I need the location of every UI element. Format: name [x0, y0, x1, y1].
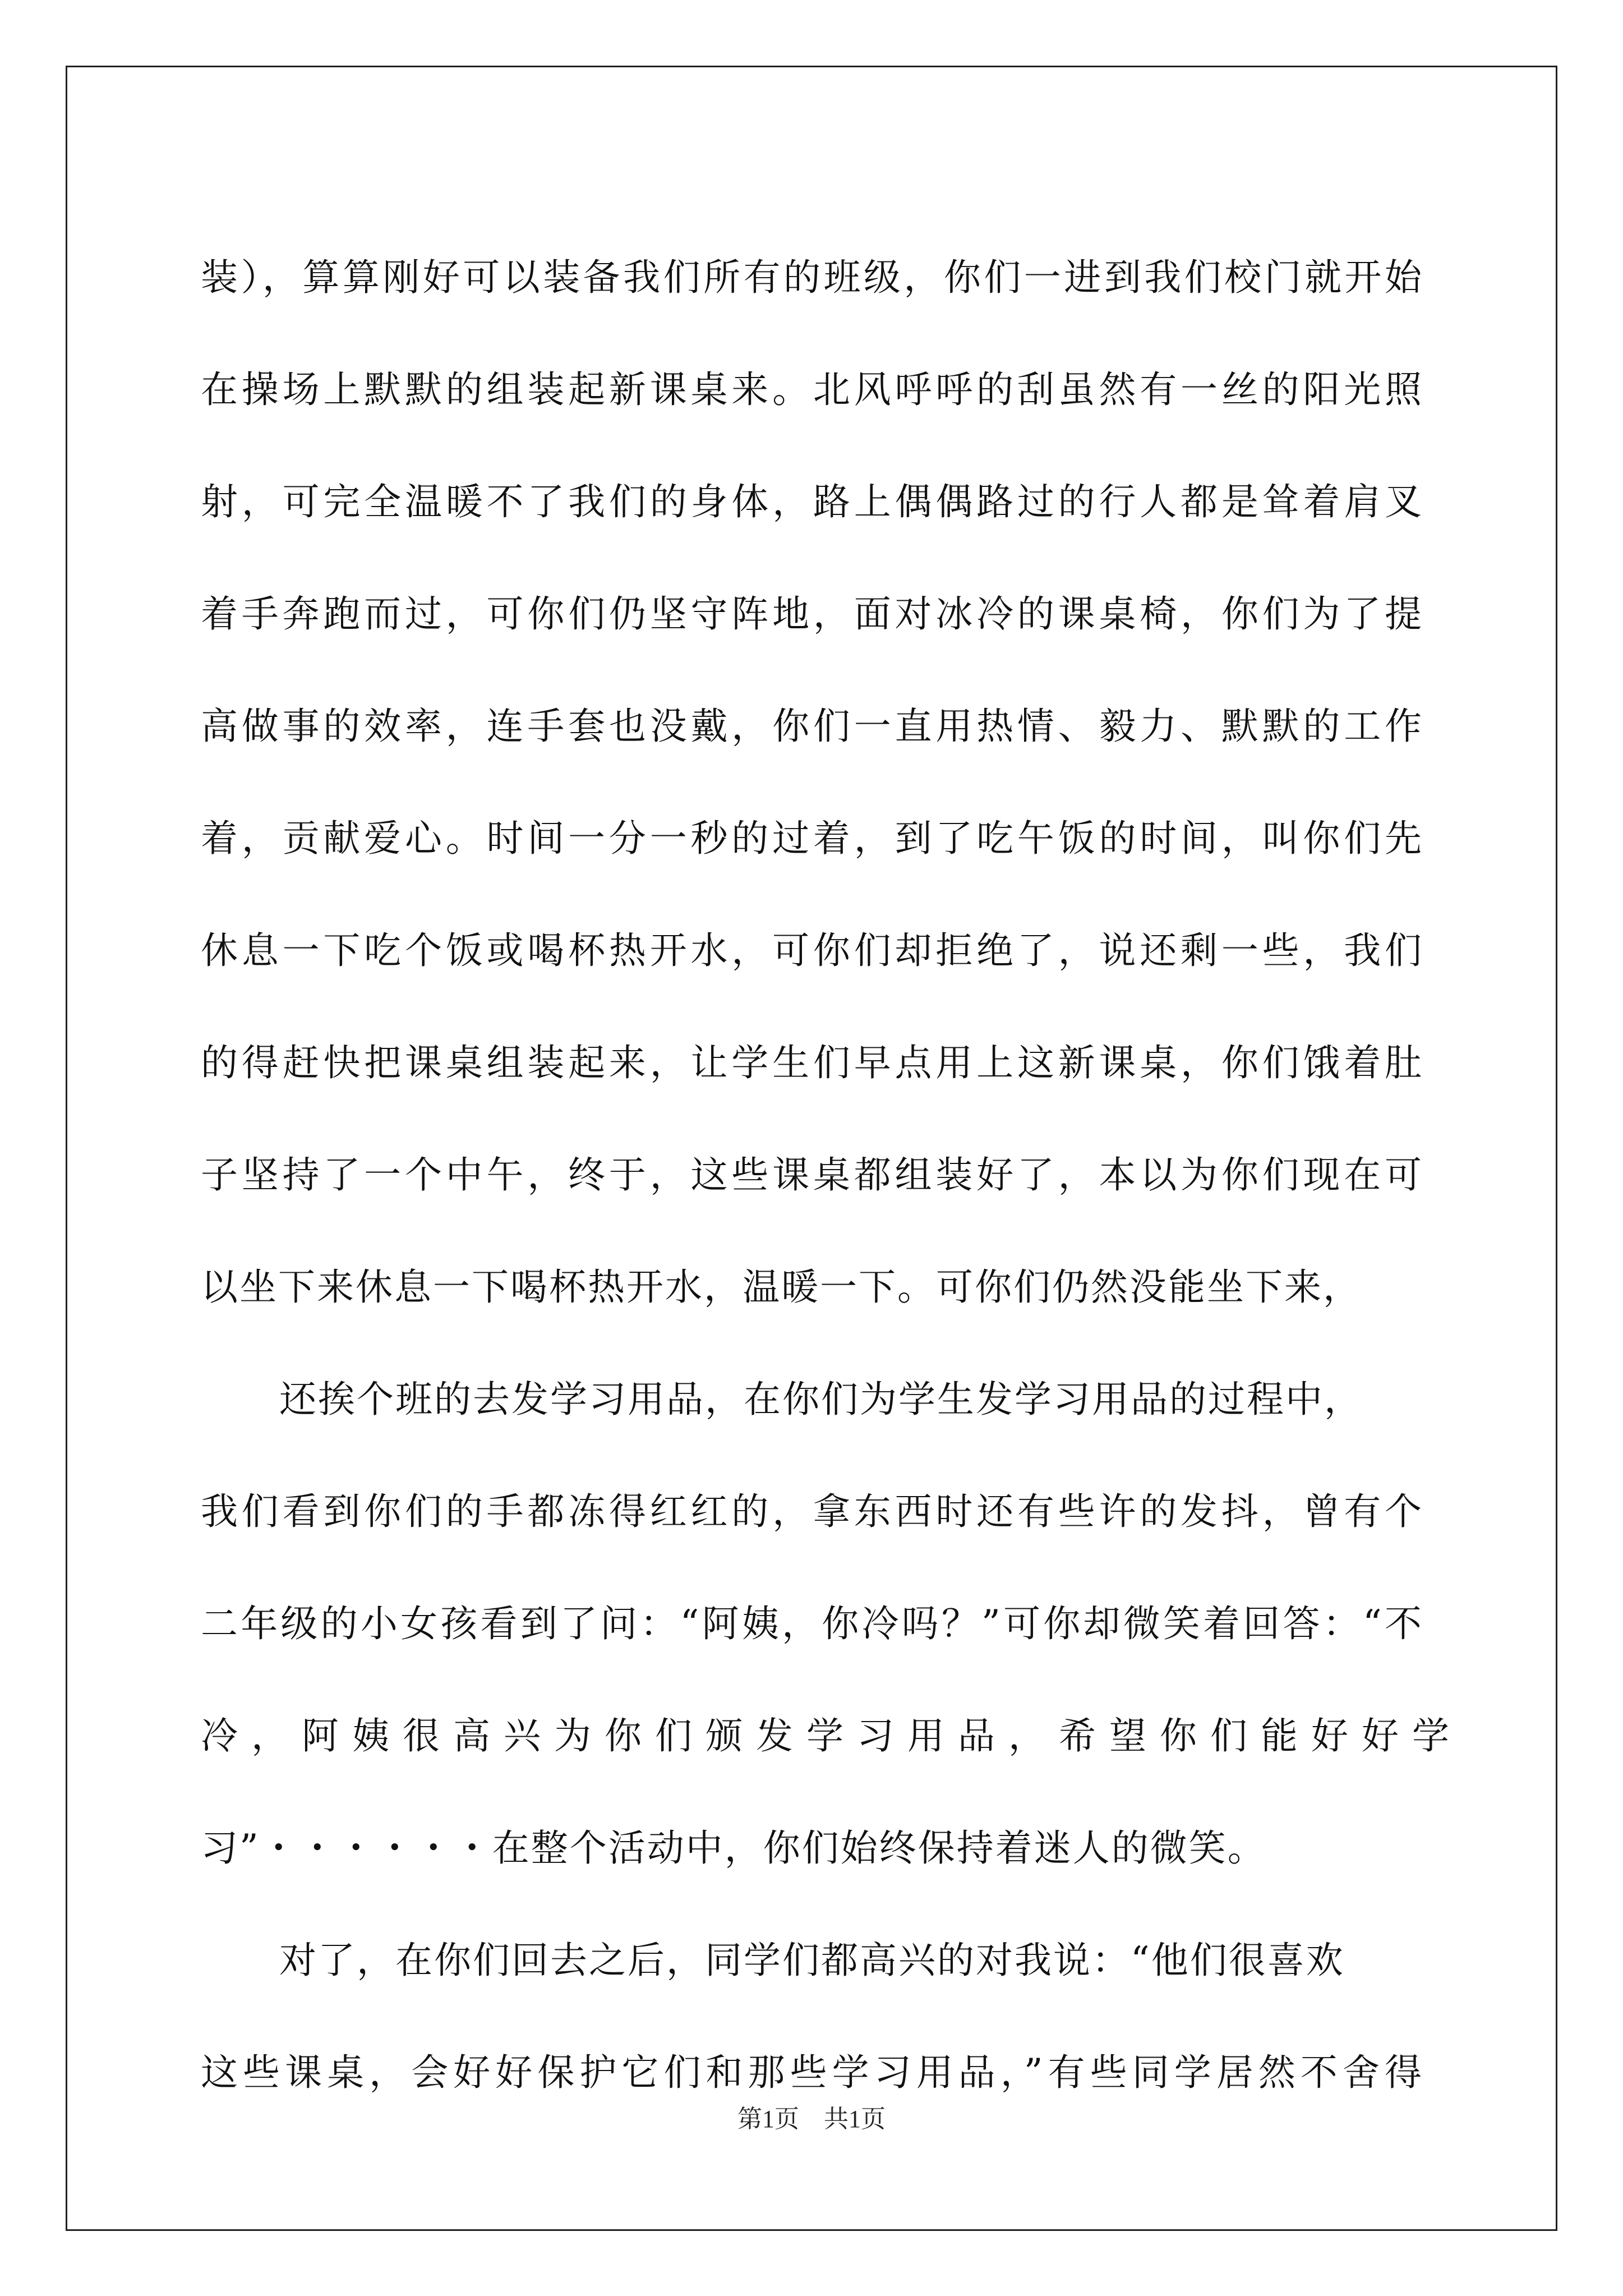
text-line: 的得赶快把课桌组装起来，让学生们早点用上这新课桌，你们饿着肚	[201, 1041, 1423, 1084]
text-line: 高做事的效率，连手套也没戴，你们一直用热情、毅力、默默的工作	[201, 705, 1423, 748]
text-line: 习”・・・・・・在整个活动中，你们始终保持着迷人的微笑。	[201, 1826, 1266, 1870]
text-line: 我们看到你们的手都冻得红红的，拿东西时还有些许的发抖，曾有个	[201, 1490, 1423, 1533]
text-line: 子坚持了一个中午，终于，这些课桌都组装好了，本以为你们现在可	[201, 1153, 1423, 1197]
page-number: 第1页 共1页	[737, 2105, 886, 2133]
text-line: 二年级的小女孩看到了问：“阿姨，你冷吗？”可你却微笑着回答：“不	[201, 1602, 1423, 1645]
text-line: 装），算算刚好可以装备我们所有的班级，你们一进到我们校门就开始	[201, 256, 1423, 299]
text-line: 着，贡献爱心。时间一分一秒的过着，到了吃午饭的时间，叫你们先	[201, 817, 1423, 860]
document-body	[201, 222, 1463, 2129]
text-line: 以坐下来休息一下喝杯热开水，温暖一下。可你们仍然没能坐下来，	[201, 1266, 1362, 1309]
paragraph-first-line: 对了，在你们回去之后，同学们都高兴的对我说：“他们很喜欢	[279, 1939, 1345, 1982]
text-line: 着手奔跑而过，可你们仍坚守阵地，面对冰冷的课桌椅，你们为了提	[201, 592, 1423, 636]
text-line: 在操场上默默的组装起新课桌来。北风呼呼的刮虽然有一丝的阳光照	[201, 368, 1423, 411]
text-line: 这些课桌，会好好保护它们和那些学习用品，”有些同学居然不舍得	[201, 2051, 1423, 2094]
text-line: 冷，阿姨很高兴为你们颁发学习用品，希望你们能好好学	[201, 1714, 1463, 1757]
text-line: 射，可完全温暖不了我们的身体，路上偶偶路过的行人都是耸着肩叉	[201, 480, 1423, 523]
text-line: 休息一下吃个饭或喝杯热开水，可你们却拒绝了，说还剩一些，我们	[201, 929, 1423, 972]
paragraph-first-line: 还挨个班的去发学习用品，在你们为学生发学习用品的过程中，	[279, 1378, 1363, 1421]
